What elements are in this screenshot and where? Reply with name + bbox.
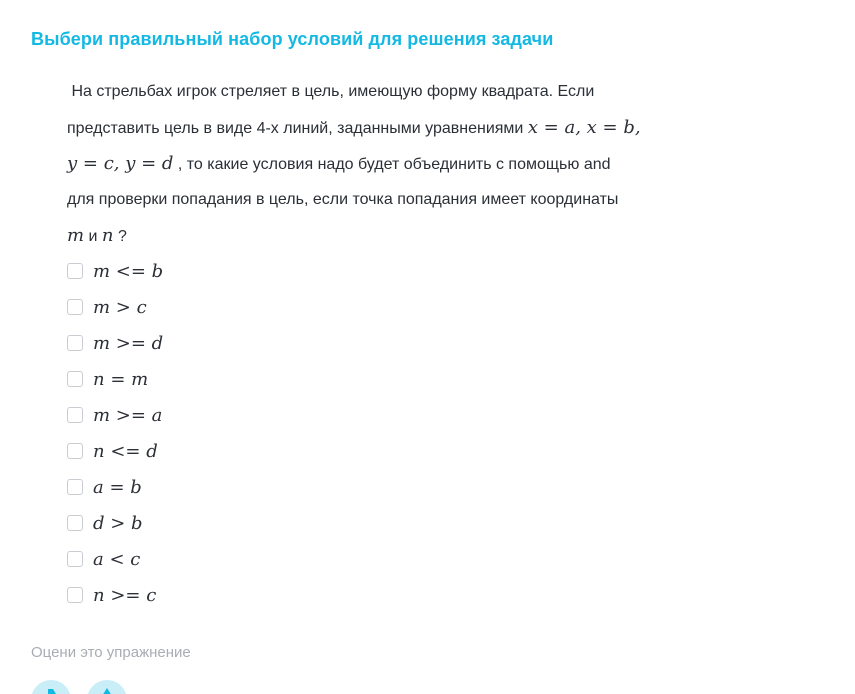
answer-option-label: n >= c	[93, 584, 157, 606]
question-text-fragment: для проверки попадания в цель, если точка попадания имеет координаты	[67, 191, 619, 208]
question-line	[67, 146, 727, 182]
answer-options-list	[67, 253, 163, 613]
answer-option-label: m >= d	[93, 332, 164, 354]
exercise-title: Выбери правильный набор условий для решения задачи	[31, 29, 554, 49]
rating-buttons	[31, 680, 127, 694]
question-text-fragment: и	[84, 228, 102, 245]
question-text-fragment: представить цель в виде 4-х линий, заданными уравнениями	[67, 120, 528, 137]
question-text-fragment: На стрельбах игрок стреляет в цель, имеющую форму квадрата. Если	[67, 83, 595, 100]
rate-down-button[interactable]	[31, 680, 71, 694]
answer-checkbox[interactable]	[67, 407, 83, 423]
answer-option[interactable]	[67, 505, 163, 541]
question-text-fragment: , то какие условия надо будет объединить с помощью and	[173, 156, 611, 173]
math-formula: y = c, y = d	[67, 153, 174, 174]
answer-option-label: n = m	[93, 368, 149, 390]
question-line	[67, 218, 727, 254]
answer-option[interactable]	[67, 397, 163, 433]
question-text	[67, 74, 727, 254]
answer-checkbox[interactable]	[67, 335, 83, 351]
math-variable: m	[67, 225, 85, 246]
answer-option[interactable]	[67, 361, 163, 397]
answer-option-label: a < c	[93, 548, 141, 570]
answer-checkbox[interactable]	[67, 443, 83, 459]
answer-option-label: m > c	[93, 296, 147, 318]
answer-option[interactable]	[67, 541, 163, 577]
thumb-up-icon	[99, 686, 115, 694]
answer-option-label: m <= b	[93, 260, 164, 282]
answer-option[interactable]	[67, 289, 163, 325]
answer-checkbox[interactable]	[67, 299, 83, 315]
answer-checkbox[interactable]	[67, 551, 83, 567]
rate-exercise-label: Оцени это упражнение	[31, 644, 191, 661]
answer-checkbox[interactable]	[67, 515, 83, 531]
thumb-down-icon	[43, 686, 59, 694]
rate-up-button[interactable]	[87, 680, 127, 694]
math-variable: n	[101, 225, 114, 246]
answer-option-label: n <= d	[93, 440, 158, 462]
answer-option-label: d > b	[93, 512, 143, 534]
answer-option[interactable]	[67, 253, 163, 289]
answer-checkbox[interactable]	[67, 587, 83, 603]
answer-option-label: m >= a	[93, 404, 163, 426]
math-formula: x = a, x = b,	[527, 117, 641, 138]
question-line	[67, 74, 727, 110]
answer-option-label: a = b	[93, 476, 142, 498]
answer-checkbox[interactable]	[67, 479, 83, 495]
question-line	[67, 110, 727, 146]
answer-option[interactable]	[67, 469, 163, 505]
answer-checkbox[interactable]	[67, 371, 83, 387]
question-text-fragment: ?	[113, 228, 127, 245]
answer-option[interactable]	[67, 325, 163, 361]
answer-option[interactable]	[67, 577, 163, 613]
answer-option[interactable]	[67, 433, 163, 469]
answer-checkbox[interactable]	[67, 263, 83, 279]
question-line	[67, 182, 727, 218]
